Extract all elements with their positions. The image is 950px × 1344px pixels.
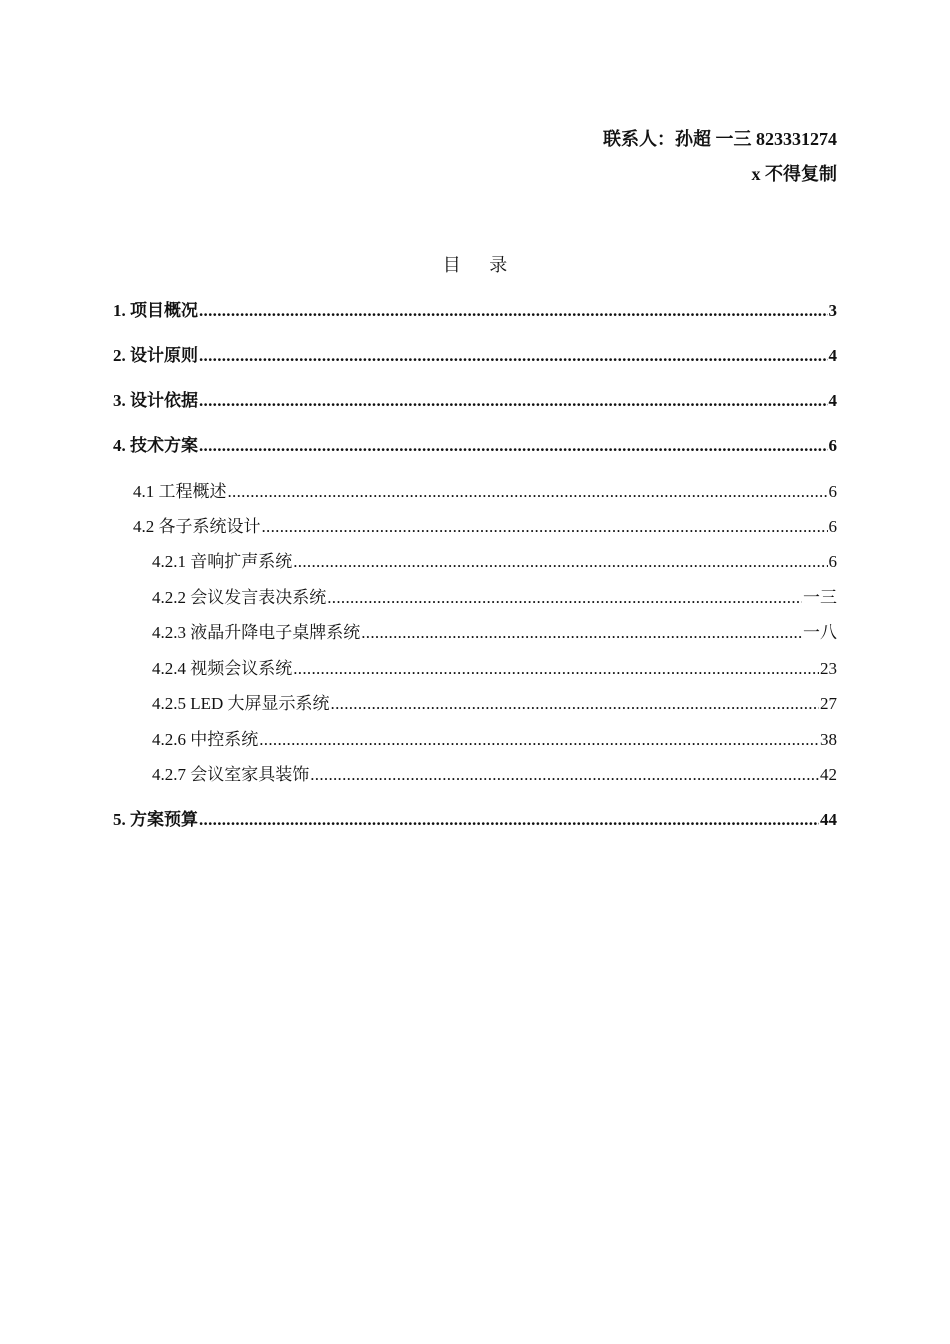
toc-entry-4-2[interactable] — [133, 512, 837, 537]
toc-entry-label: 4.2.6 中控系统 — [152, 730, 259, 749]
toc-entry-2[interactable] — [113, 341, 837, 366]
toc-entry-label: 4.2.1 音响扩声系统 — [152, 552, 293, 571]
toc-entry-4-2-2[interactable] — [152, 583, 837, 608]
toc-entry-4-2-1[interactable] — [152, 547, 837, 572]
toc-entry-page: 6 — [828, 482, 837, 501]
toc-entry-label: 5. 方案预算 — [113, 810, 198, 829]
toc-entry-label: 4.2 各子系统设计 — [133, 517, 261, 536]
toc-entry-page: 6 — [828, 552, 837, 571]
toc-entry-page: 一三 — [803, 588, 837, 607]
dot-leader — [199, 391, 828, 411]
toc-entry-page: 27 — [820, 694, 837, 713]
toc-entry-4-2-3[interactable] — [152, 618, 837, 643]
dot-leader — [262, 517, 828, 537]
dot-leader — [228, 482, 828, 502]
toc-entry-label: 4.2.3 液晶升降电子桌牌系统 — [152, 623, 361, 642]
dot-leader — [361, 623, 802, 643]
dot-leader — [293, 659, 819, 679]
toc-entry-label: 4.2.4 视频会议系统 — [152, 659, 293, 678]
toc-entry-page: 4 — [828, 391, 837, 410]
toc-entry-4-2-7[interactable] — [152, 760, 837, 785]
toc-entry-label: 4.2.5 LED 大屏显示系统 — [152, 694, 330, 713]
toc-entry-label: 2. 设计原则 — [113, 346, 198, 365]
toc-entry-4-2-4[interactable] — [152, 654, 837, 679]
dot-leader — [199, 346, 828, 366]
toc-entry-label: 1. 项目概况 — [113, 301, 198, 320]
copy-notice: x 不得复制 — [751, 164, 837, 184]
toc-entry-label: 4. 技术方案 — [113, 436, 198, 455]
dot-leader — [331, 694, 819, 714]
toc-entry-label: 4.2.2 会议发言表决系统 — [152, 588, 327, 607]
dot-leader — [310, 765, 819, 785]
toc-entry-page: 一八 — [803, 623, 837, 642]
toc-entry-1[interactable] — [113, 296, 837, 321]
toc-entry-label: 4.2.7 会议室家具装饰 — [152, 765, 310, 784]
dot-leader — [259, 730, 819, 750]
dot-leader — [293, 552, 827, 572]
toc-entry-4[interactable] — [113, 431, 837, 456]
toc-entry-page: 38 — [820, 730, 837, 749]
toc-entry-3[interactable] — [113, 386, 837, 411]
toc-entry-4-1[interactable] — [133, 477, 837, 502]
toc-title: 目 录 — [442, 255, 520, 275]
toc-entry-page: 6 — [828, 436, 837, 455]
toc-entry-page: 44 — [820, 810, 837, 829]
toc-entry-page: 4 — [828, 346, 837, 365]
toc-entry-page: 23 — [820, 659, 837, 678]
contact-line: 联系人：孙超 一三 823331274 — [603, 129, 837, 149]
toc-entry-4-2-5[interactable] — [152, 689, 837, 714]
toc-entry-5[interactable] — [113, 805, 837, 830]
toc-entry-page: 3 — [828, 301, 837, 320]
toc-entry-page: 42 — [820, 765, 837, 784]
toc-entry-label: 4.1 工程概述 — [133, 482, 227, 501]
dot-leader — [199, 436, 828, 456]
dot-leader — [199, 301, 828, 321]
dot-leader — [199, 810, 819, 830]
toc-entry-4-2-6[interactable] — [152, 725, 837, 750]
toc-entry-label: 3. 设计依据 — [113, 391, 198, 410]
toc-entry-page: 6 — [828, 517, 837, 536]
dot-leader — [327, 588, 802, 608]
